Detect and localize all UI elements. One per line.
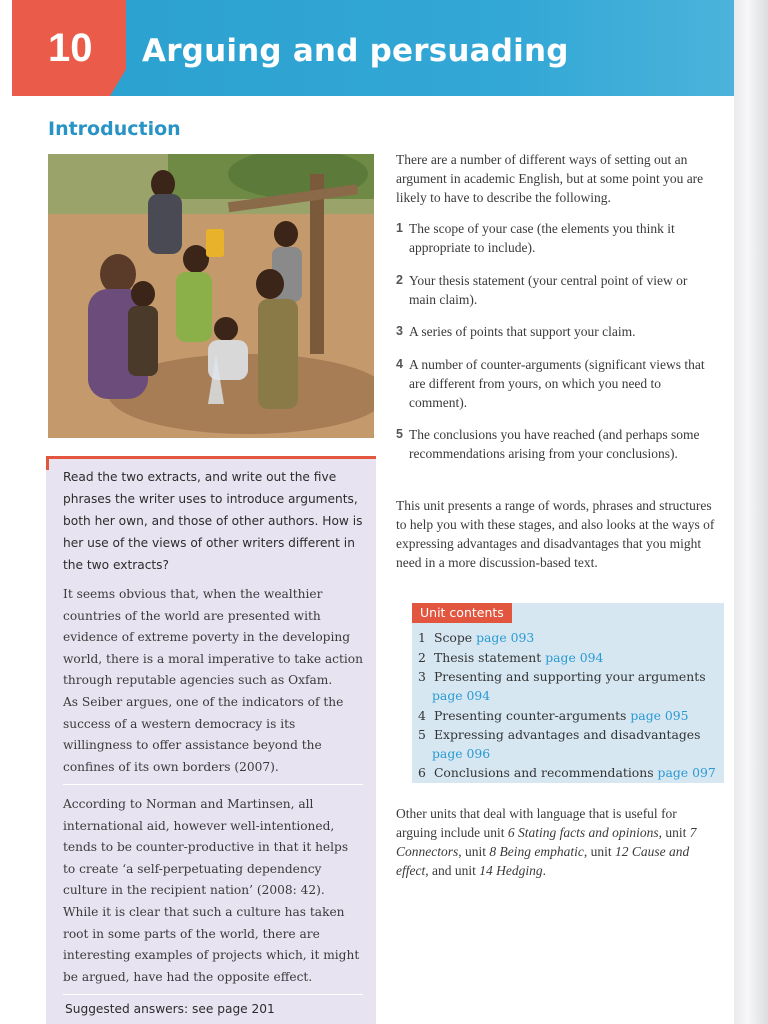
unit-number: 10 bbox=[48, 26, 93, 70]
list-item-number: 4 bbox=[396, 357, 403, 371]
contents-page-link[interactable]: page 095 bbox=[630, 708, 689, 723]
contents-item[interactable] bbox=[418, 763, 718, 782]
contents-item[interactable] bbox=[418, 667, 718, 686]
other-units-lead: Other units that deal with language that is useful for arguing include unit bbox=[396, 806, 677, 840]
contents-item-number: 3 bbox=[418, 669, 426, 684]
contents-item[interactable] bbox=[418, 628, 718, 647]
task-box-accent-bar bbox=[46, 456, 376, 459]
contents-item-text: Expressing advantages and disadvantages bbox=[433, 727, 701, 742]
list-item-text: Your thesis statement (your central point of view or main claim). bbox=[409, 273, 688, 307]
separator: , unit bbox=[458, 844, 490, 859]
list-item bbox=[396, 271, 714, 309]
list-item-text: A number of counter-arguments (significant views that are different from yours, on which you need to comment). bbox=[409, 357, 705, 410]
other-units-paragraph bbox=[396, 804, 716, 880]
contents-page-link[interactable]: page 097 bbox=[657, 765, 716, 780]
intro-paragraph: There are a number of different ways of setting out an argument in academic English, but at some point you are likely to have to describe the following. bbox=[396, 152, 704, 205]
list-item-text: The conclusions you have reached (and perhaps some recommendations arising from your conclusions). bbox=[409, 427, 700, 461]
contents-item-number: 2 bbox=[418, 650, 426, 665]
separator: , unit bbox=[658, 825, 690, 840]
answers-divider bbox=[63, 994, 363, 995]
list-item bbox=[396, 219, 714, 257]
contents-page-link[interactable]: page 094 bbox=[432, 688, 491, 703]
unit-title: Arguing and persuading bbox=[142, 33, 569, 69]
contents-item-text: Conclusions and recommendations bbox=[433, 765, 654, 780]
extract-2: According to Norman and Martinsen, all international aid, however well-intentioned, tends to be counter-productive in that it helps to create ‘a self-perpetuating dependency culture in the recipient nation’ (2008: 42). While it is clear that such a culture has taken root in some parts of the world, there are interesting examples of projects which, it might be argued, have had the opposite effect. bbox=[63, 797, 360, 984]
task-prompt: Read the two extracts, and write out the five phrases the writer uses to introduce arguments, both her own, and those of other authors. How is her use of the views of other writers different in the two extracts? bbox=[63, 470, 363, 572]
page-edge bbox=[734, 0, 768, 1024]
section-heading: Introduction bbox=[48, 118, 181, 140]
unit-reference: 6 Stating facts and opinions bbox=[507, 825, 659, 840]
contents-page-link[interactable]: page 094 bbox=[545, 650, 604, 665]
list-item bbox=[396, 355, 714, 412]
contents-item-number: 4 bbox=[418, 708, 426, 723]
contents-page-link[interactable]: page 096 bbox=[432, 746, 491, 761]
unit-contents-label: Unit contents bbox=[412, 603, 512, 623]
unit-reference: 7 Connectors bbox=[396, 825, 697, 859]
separator: , and unit bbox=[425, 863, 480, 878]
contents-item-text: Presenting counter-arguments bbox=[433, 708, 627, 723]
list-item bbox=[396, 425, 714, 463]
unit-contents-box bbox=[412, 603, 724, 783]
contents-item[interactable] bbox=[418, 725, 718, 744]
period: . bbox=[542, 863, 546, 878]
unit-reference: 8 Being emphatic bbox=[489, 844, 584, 859]
extract-1-paragraph-2: As Seiber argues, one of the indicators of the success of a western democracy is its willingness to offer assistance beyond the confines of its own borders (2007). bbox=[63, 694, 344, 774]
separator: , unit bbox=[583, 844, 616, 859]
unit-reference: 14 Hedging bbox=[479, 863, 543, 878]
contents-item-text: Thesis statement bbox=[433, 650, 542, 665]
contents-page-link-row[interactable] bbox=[432, 686, 732, 705]
unit-reference: 12 Cause and effect bbox=[396, 844, 690, 878]
list-item-number: 2 bbox=[396, 273, 403, 287]
list-item-text: The scope of your case (the elements you think it appropriate to include). bbox=[409, 221, 675, 255]
list-item-number: 3 bbox=[396, 324, 403, 338]
suggested-answers: Suggested answers: see page 201 bbox=[65, 1002, 275, 1016]
extract-1-paragraph-1: It seems obvious that, when the wealthier countries of the world are presented with evidence of extreme poverty in the developing world, there is a moral imperative to take action through reputable agencies such as Oxfam. bbox=[63, 587, 363, 688]
extract-1 bbox=[63, 584, 363, 778]
contents-item-text: Scope bbox=[433, 630, 473, 645]
contents-page-link[interactable]: page 093 bbox=[476, 630, 535, 645]
contents-item-number: 1 bbox=[418, 630, 426, 645]
contents-item-number: 6 bbox=[418, 765, 426, 780]
unit-description: This unit presents a range of words, phrases and structures to help you with these stages, and also looks at the ways of expressing advantages and disadvantages that you might need in a more discussion-based text. bbox=[396, 498, 715, 570]
task-box bbox=[46, 456, 376, 1024]
list-item-text: A series of points that support your claim. bbox=[409, 324, 636, 339]
photo-children-at-water-pump bbox=[48, 154, 374, 438]
contents-item[interactable] bbox=[418, 648, 718, 667]
contents-page-link-row[interactable] bbox=[432, 744, 732, 763]
list-item-number: 1 bbox=[396, 221, 403, 235]
extract-divider bbox=[63, 784, 363, 785]
contents-item[interactable] bbox=[418, 706, 718, 725]
list-item-number: 5 bbox=[396, 427, 403, 441]
list-item bbox=[396, 322, 714, 341]
task-box-accent-corner bbox=[46, 456, 49, 470]
contents-item-text: Presenting and supporting your arguments bbox=[433, 669, 706, 684]
contents-item-number: 5 bbox=[418, 727, 426, 742]
